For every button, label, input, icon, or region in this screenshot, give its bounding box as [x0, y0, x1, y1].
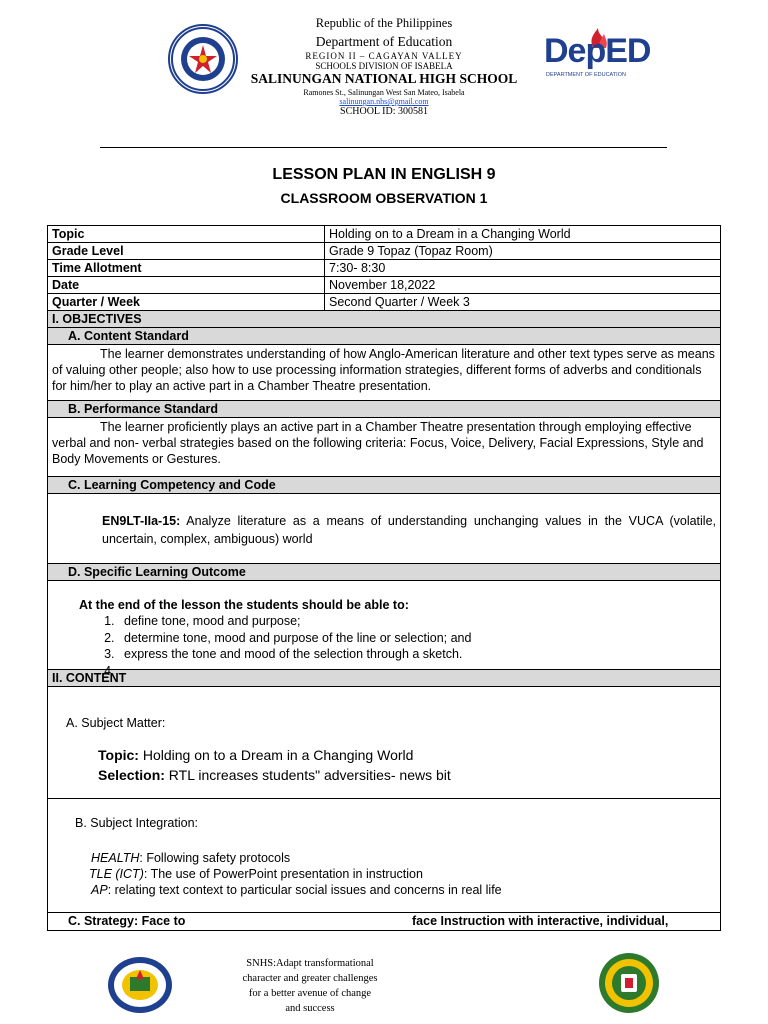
- objectives-heading: I. OBJECTIVES: [48, 311, 720, 328]
- integration-item: [91, 882, 720, 898]
- deped-logo: [542, 26, 652, 86]
- competency-body: [48, 494, 720, 564]
- school-seal-icon: [106, 955, 174, 1015]
- content-standard-heading: A. Content Standard: [48, 328, 720, 345]
- school-emblem-icon: [596, 952, 662, 1014]
- school-id: SCHOOL ID: 300581: [340, 106, 428, 117]
- header-department: Department of Education: [315, 34, 453, 49]
- strategy-left: C. Strategy: Face to: [68, 914, 186, 928]
- list-item: 3. express the tone and mood of the selection through a sketch.: [118, 646, 716, 663]
- integration-subject: HEALTH: [91, 851, 140, 865]
- info-row-date: [48, 277, 720, 294]
- row-value: Grade 9 Topaz (Topaz Room): [329, 244, 493, 258]
- row-value: 7:30- 8:30: [329, 261, 386, 275]
- integration-subject: AP: [91, 883, 108, 897]
- integration-text: : Following safety protocols: [139, 851, 291, 865]
- header-region: REGION II – CAGAYAN VALLEY: [305, 51, 463, 61]
- strategy-row: [48, 913, 720, 930]
- row-label: Date: [48, 277, 325, 293]
- list-item: 2. determine tone, mood and purpose of the line or selection; and: [118, 630, 716, 647]
- info-row-topic: [48, 226, 720, 243]
- school-name: SALINUNGAN NATIONAL HIGH SCHOOL: [250, 71, 518, 86]
- strategy-right: face Instruction with interactive, individual,: [412, 914, 669, 928]
- info-row-time-allotment: [48, 260, 720, 277]
- topic-line: [66, 745, 720, 765]
- row-value: Holding on to a Dream in a Changing World: [329, 227, 571, 241]
- lesson-plan-title: LESSON PLAN IN ENGLISH 9: [272, 166, 496, 183]
- school-seal-right: [596, 952, 662, 1014]
- deped-logo-text: DepED: [544, 32, 651, 70]
- selection-value: RTL increases students" adversities- news bit: [164, 767, 451, 783]
- row-label: Time Allotment: [48, 260, 325, 276]
- learning-outcome-lead: At the end of the lesson the students should be able to:: [79, 598, 409, 612]
- learning-outcome-heading: D. Specific Learning Outcome: [48, 564, 720, 581]
- observation-subtitle: CLASSROOM OBSERVATION 1: [280, 190, 488, 206]
- performance-standard-text: The learner proficiently plays an active part in a Chamber Theatre presentation through employing effective verbal and non- verbal strategies based on the following criteria: Focus, Voice, Delivery, Facial Expressions, Style and Body Movements or Gestures.: [48, 418, 720, 477]
- selection-label: Selection:: [98, 767, 165, 783]
- content-heading: II. CONTENT: [48, 670, 720, 687]
- subject-integration-block: [48, 799, 720, 913]
- topic-label: Topic:: [98, 747, 139, 763]
- row-label: Topic: [48, 226, 325, 242]
- info-row-grade-level: [48, 243, 720, 260]
- integration-item: [89, 866, 720, 882]
- school-motto: [220, 956, 400, 1016]
- integration-list: [75, 850, 720, 898]
- list-item: 1. define tone, mood and purpose;: [118, 613, 716, 630]
- motto-line: character and greater challenges: [242, 973, 378, 984]
- integration-item: [91, 850, 720, 866]
- selection-line: [66, 765, 720, 785]
- header-division: SCHOOLS DIVISION OF ISABELA: [315, 61, 453, 71]
- school-address: Ramones St., Salinungan West San Mateo, Isabela: [303, 88, 465, 97]
- integration-text: : The use of PowerPoint presentation in instruction: [143, 867, 423, 881]
- header-republic: Republic of the Philippines: [315, 16, 453, 30]
- school-email[interactable]: salinungan.nhs@gmail.com: [339, 97, 429, 106]
- competency-code: EN9LT-IIa-15:: [102, 514, 181, 528]
- content-standard-text: The learner demonstrates understanding of how Anglo-American literature and other text types serve as means of valuing other people; also how to use processing information strategies, different forms of adverbs and conditionals for him/her to play an active part in a Chamber Theatre presentation.: [48, 345, 720, 401]
- info-row-quarter-week: [48, 294, 720, 311]
- motto-line: and success: [285, 1003, 335, 1014]
- header-divider: [100, 147, 667, 148]
- subject-matter-block: [48, 687, 720, 799]
- subject-matter-label: A. Subject Matter:: [66, 716, 166, 730]
- deped-caption: DEPARTMENT OF EDUCATION: [546, 72, 626, 78]
- competency-text: Analyze literature as a means of understanding unchanging values in the VUCA (volatile, uncertain, complex, ambiguous) world: [102, 514, 716, 546]
- subject-integration-label: B. Subject Integration:: [75, 816, 198, 830]
- school-seal-left: [106, 955, 174, 1015]
- competency-heading: C. Learning Competency and Code: [48, 477, 720, 494]
- lesson-plan-table: [47, 225, 721, 931]
- integration-text: : relating text context to particular social issues and concerns in real life: [107, 883, 502, 897]
- motto-line: SNHS:Adapt transformational: [246, 958, 374, 969]
- row-value: Second Quarter / Week 3: [329, 295, 470, 309]
- performance-standard-heading: B. Performance Standard: [48, 401, 720, 418]
- row-label: Grade Level: [48, 243, 325, 259]
- row-value: November 18,2022: [329, 278, 436, 292]
- learning-outcome-body: [48, 581, 720, 670]
- motto-line: for a better avenue of change: [248, 988, 372, 999]
- row-label: Quarter / Week: [48, 294, 325, 310]
- topic-value: Holding on to a Dream in a Changing World: [138, 747, 414, 763]
- integration-subject: TLE (ICT): [89, 867, 144, 881]
